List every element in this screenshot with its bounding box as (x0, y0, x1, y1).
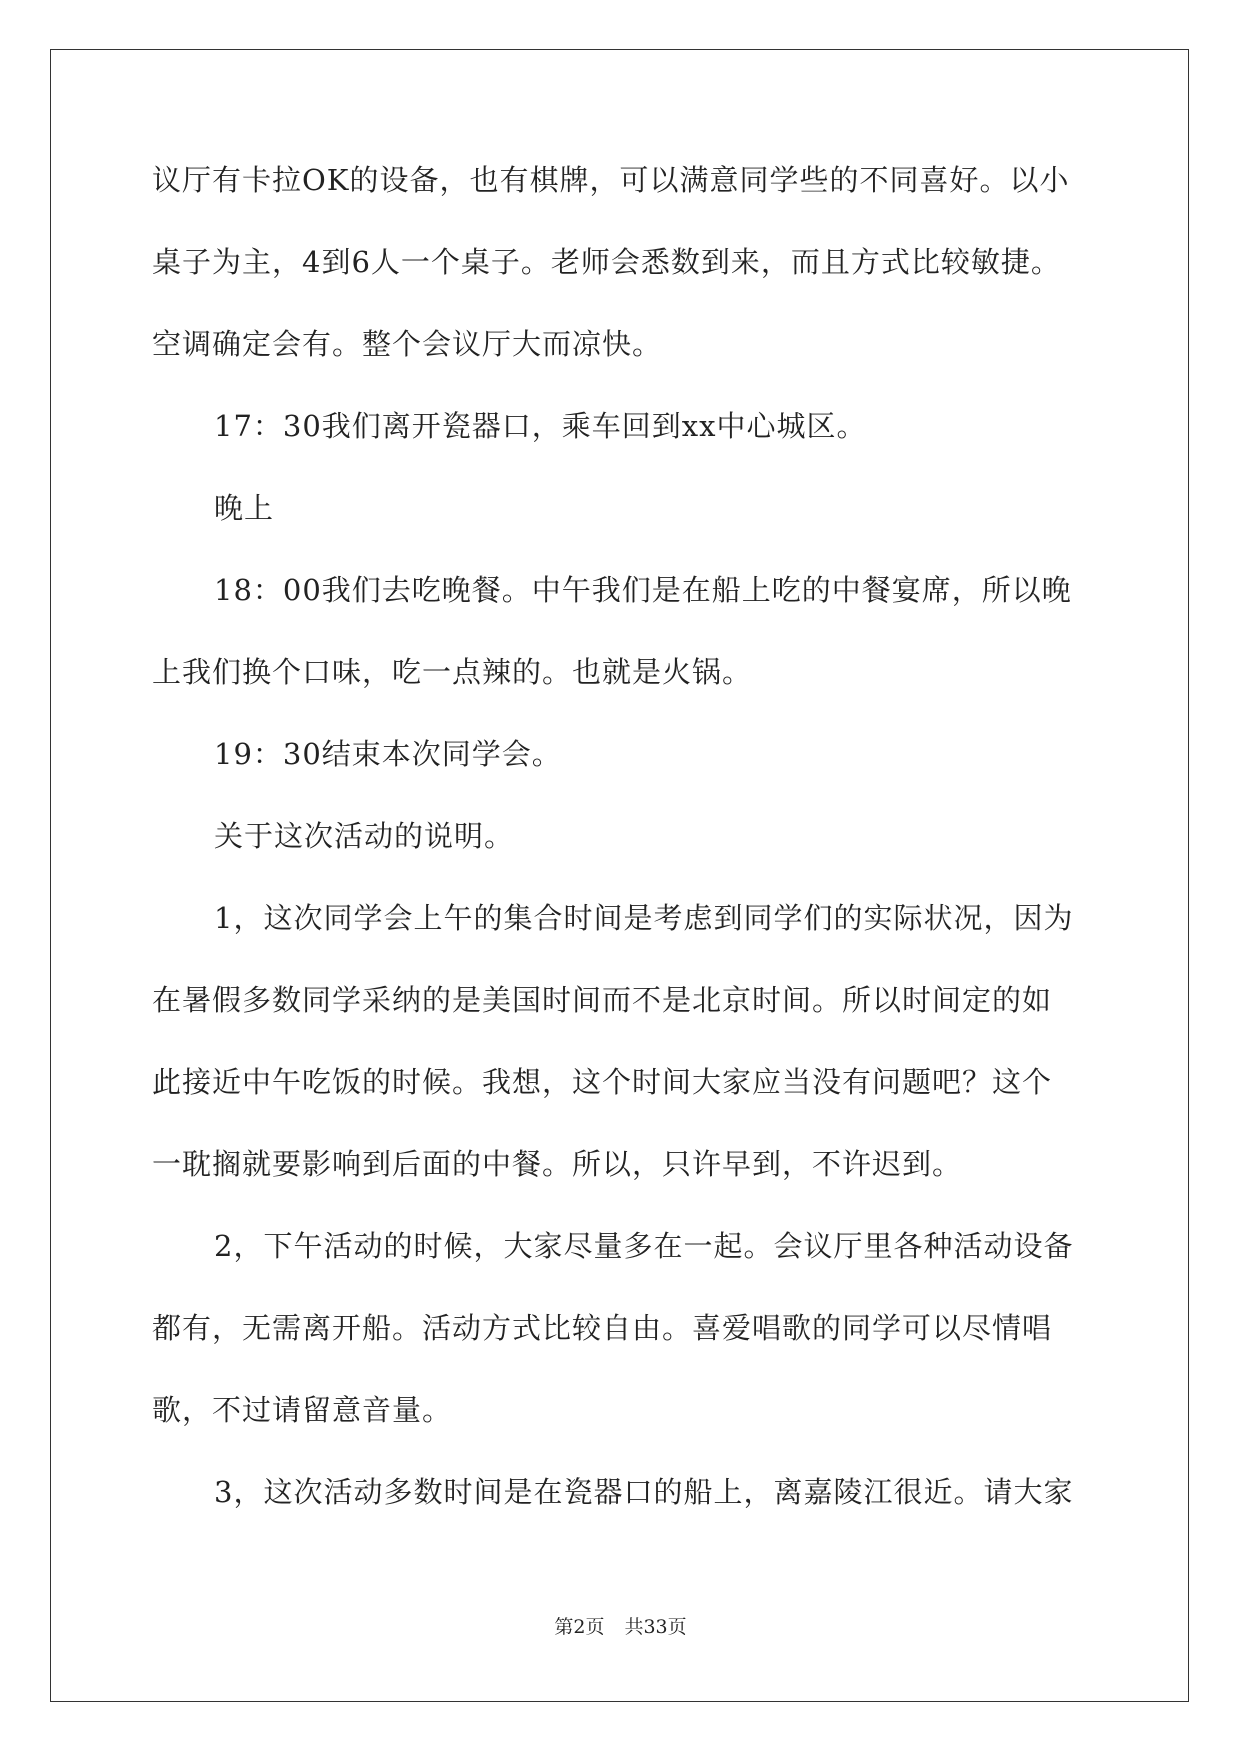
page-number: 第2页 (554, 1616, 605, 1638)
text-line: 议厅有卡拉OK的设备，也有棋牌，可以满意同学些的不同喜好。以小 (152, 163, 1070, 197)
text-line: 在暑假多数同学采纳的是美国时间而不是北京时间。所以时间定的如 (152, 983, 1053, 1017)
text-line: 都有，无需离开船。活动方式比较自由。喜爱唱歌的同学可以尽情唱 (152, 1311, 1053, 1345)
page-footer (0, 1615, 1241, 1639)
page-total: 共33页 (624, 1616, 687, 1638)
text-line: 桌子为主，4到6人一个桌子。老师会悉数到来，而且方式比较敏捷。 (152, 245, 1061, 279)
paragraph-line: 18：00我们去吃晚餐。中午我们是在船上吃的中餐宴席，所以晚 (214, 573, 1072, 607)
text-line: 空调确定会有。整个会议厅大而凉快。 (152, 327, 663, 361)
paragraph-line: 关于这次活动的说明。 (214, 819, 515, 853)
text-line: 一耽搁就要影响到后面的中餐。所以，只许早到，不许迟到。 (152, 1147, 963, 1181)
paragraph-line: 2，下午活动的时候，大家尽量多在一起。会议厅里各种活动设备 (214, 1229, 1074, 1263)
paragraph-line: 17：30我们离开瓷器口，乘车回到xx中心城区。 (214, 409, 867, 443)
section-heading: 晚上 (214, 491, 275, 525)
paragraph-line: 1，这次同学会上午的集合时间是考虑到同学们的实际状况，因为 (214, 901, 1074, 935)
text-line: 此接近中午吃饭的时候。我想，这个时间大家应当没有问题吧？这个 (152, 1065, 1053, 1099)
paragraph-line: 19：30结束本次同学会。 (214, 737, 562, 771)
text-line: 歌，不过请留意音量。 (152, 1393, 453, 1427)
page-border (50, 49, 1189, 1702)
text-line: 上我们换个口味，吃一点辣的。也就是火锅。 (152, 655, 753, 689)
paragraph-line: 3，这次活动多数时间是在瓷器口的船上，离嘉陵江很近。请大家 (214, 1475, 1074, 1509)
